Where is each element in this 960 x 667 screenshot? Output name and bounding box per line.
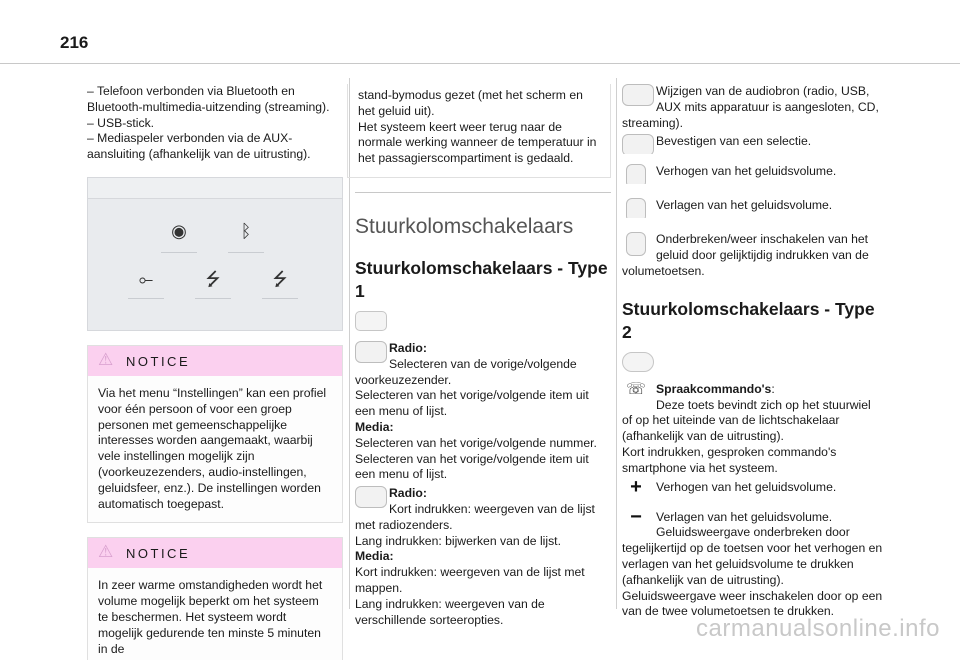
control-entry (622, 84, 884, 131)
notice-box (87, 537, 343, 660)
podcast-icon: ◉ (171, 220, 187, 241)
entry-label: Spraakcommando's (656, 381, 772, 396)
subsection-title: Stuurkolomschakelaars - Type 2 (622, 298, 875, 342)
usb-icon: ⭍ (272, 268, 288, 289)
volume-up-control-icon (622, 164, 650, 184)
steering-control-icon (355, 341, 383, 361)
entry-text: Verhogen van het geluidsvolume. (656, 479, 837, 494)
steering-control-icon (355, 311, 387, 331)
usb-icon: ⭍ (205, 268, 221, 289)
bluetooth-icon: ᛒ (240, 220, 252, 241)
entry-text: Selecteren van het vorige/volgende nummer. Selecteren van het vorige/volgende item uit een menu of lijst. (355, 435, 597, 482)
column-3 (622, 84, 884, 620)
control-entry (622, 134, 884, 154)
bullet-item: – Telefoon verbonden via Bluetooth en Bluetooth-multimedia-uitzending (streaming). (87, 84, 330, 114)
entry-text: Bevestigen van een selectie. (656, 134, 812, 149)
notice-box (87, 345, 343, 523)
entry-text: Kort indrukken: weergeven van de lijst met radiozenders. Lang indrukken: bijwerken van de lijst. (355, 501, 595, 548)
media-sources-figure (87, 177, 343, 331)
column-2 (355, 84, 611, 628)
icon-underline (195, 298, 231, 299)
entry-text: Verhogen van het geluidsvolume. (656, 164, 837, 179)
notice-title: NOTICE (126, 353, 191, 369)
warning-icon: ⚠ (98, 542, 114, 562)
entry-label: Radio: (389, 486, 427, 501)
notice-title: NOTICE (126, 546, 191, 562)
control-entry (622, 480, 884, 500)
volume-control-icon (622, 232, 650, 252)
entry-text: Verlagen van het geluidsvolume. (656, 198, 833, 213)
icon-underline (161, 252, 197, 253)
control-entry (622, 164, 884, 184)
minus-icon: − (630, 509, 642, 528)
control-entry (622, 382, 884, 477)
voice-command-icon: ☏ (625, 381, 646, 398)
control-entry (622, 198, 884, 218)
notice-body: Via het menu “Instellingen” kan een profiel voor één persoon of voor een groep personen met gemeenschappelijke interesses worden aangemaakt, waarbij vele instellingen mogelijk zijn (voorkeuzezenders, audio-instellingen, geluidsfeer, enz.). De instellingen worden automatisch toegepast. (98, 385, 327, 511)
entry-text: : Deze toets bevindt zich op het stuurwiel of op het uiteinde van de lichtschakelaar (afhankelijk van de uitrusting). Kort indrukken, gesproken commando's smartphone via het systeem. (622, 381, 871, 475)
control-entry (622, 510, 884, 621)
section-title: Stuurkolomschakelaars (355, 214, 574, 238)
section-divider (355, 192, 611, 193)
volume-down-control-icon (622, 198, 650, 218)
notice-header (88, 346, 342, 376)
bullet-item: – USB-stick. (87, 115, 155, 130)
entry-label: Media: (355, 419, 394, 434)
column-1 (87, 84, 343, 660)
icon-underline (262, 298, 298, 299)
entry-label: Media: (355, 549, 394, 564)
column-divider (616, 78, 617, 609)
entry-text: Wijzigen van de audiobron (radio, USB, AUX mits apparatuur is aangesloten, CD, streaming). (622, 84, 879, 130)
control-entry (355, 486, 611, 628)
subsection-title: Stuurkolomschakelaars - Type 1 (355, 257, 608, 301)
icon-underline (128, 298, 164, 299)
page-number: 216 (60, 33, 89, 52)
watermark: carmanualsonline.info (696, 615, 940, 642)
steering-control-icon (622, 134, 650, 154)
control-entry (622, 232, 884, 279)
notice-continued: stand-bymodus gezet (met het scherm en het geluid uit). Het systeem keert weer terug naar de normale werking wanneer de temperatuur in het passagierscompartiment is gedaald. (347, 84, 611, 178)
warning-icon: ⚠ (98, 349, 114, 369)
steering-control-icon (355, 486, 383, 506)
bullet-item: – Mediaspeler verbonden via de AUX-aansluiting (afhankelijk van de uitrusting). (87, 131, 311, 162)
entry-text: Onderbreken/weer inschakelen van het geluid door gelijktijdig indrukken van de volumetoetsen. (622, 232, 869, 278)
header-divider (0, 63, 960, 64)
entry-text: Selecteren van de vorige/volgende voorkeuzezender. Selecteren van het vorige/volgende item uit een menu of lijst. (355, 356, 589, 419)
plus-icon: + (630, 479, 642, 498)
steering-control-icon (622, 84, 650, 104)
notice-body: In zeer warme omstandigheden wordt het volume mogelijk beperkt om het systeem te beschermen. Het systeem wordt mogelijk gedurende ten minste 5 minuten in de (98, 578, 323, 656)
control-entry (355, 341, 611, 483)
notice-header (88, 538, 342, 568)
steering-wheel-icon (622, 352, 654, 372)
entry-label: Radio: (389, 340, 427, 355)
entry-text: Verlagen van het geluidsvolume. Geluidsweergave onderbreken door tegelijkertijd op de toetsen voor het verhogen en verlagen van het geluidsvolume te drukken (afhankelijk van de uitrusting). Geluidsweergave weer inschakelen door op een van de twee volumetoetsen te drukken. (622, 509, 883, 619)
icon-underline (228, 252, 264, 253)
figure-header-band (88, 178, 342, 199)
entry-text: Kort indrukken: weergeven van de lijst met mappen. Lang indrukken: weergeven van de verschillende sorteeropties. (355, 565, 585, 627)
aux-cable-icon: ⟜ (138, 268, 154, 289)
